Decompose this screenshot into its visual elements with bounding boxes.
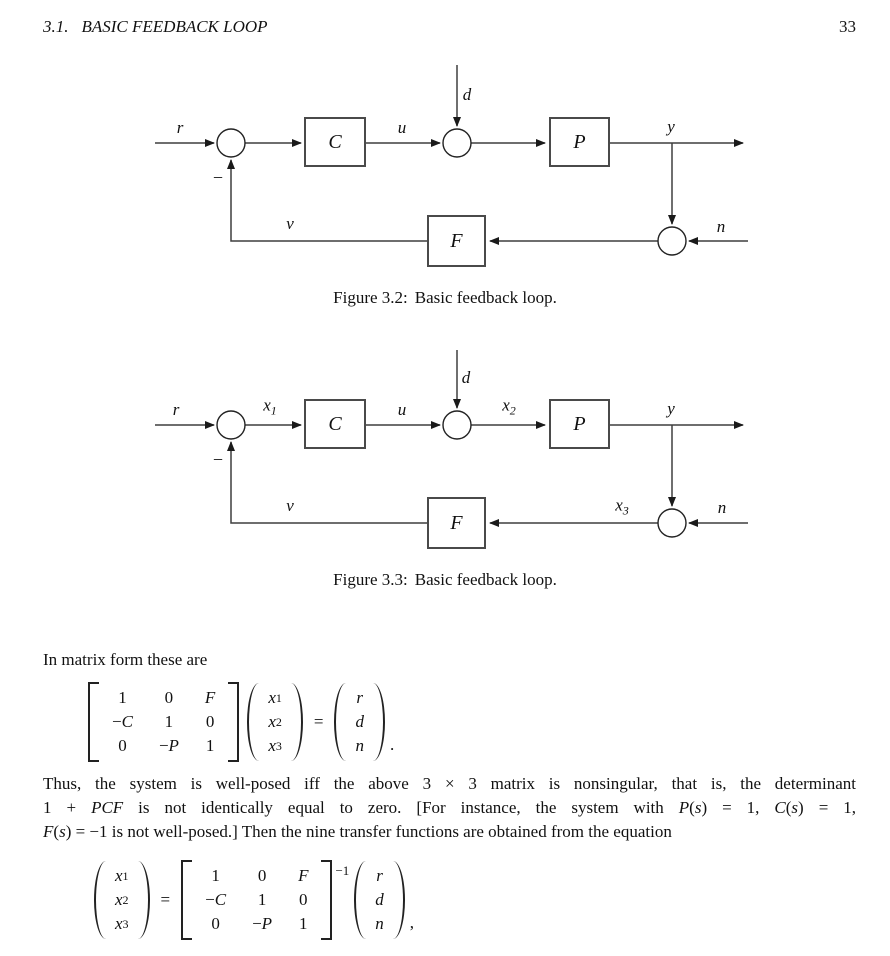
plant-block bbox=[549, 117, 610, 167]
left-paren bbox=[94, 861, 109, 939]
text-segment: s bbox=[59, 822, 66, 841]
signal-label-u: u bbox=[397, 400, 407, 419]
matrix-cell: 1 bbox=[164, 712, 174, 731]
section-number: 3.1. bbox=[43, 17, 69, 36]
summing-junction-3 bbox=[658, 227, 686, 255]
matrix-cell: F bbox=[298, 866, 309, 885]
matrix-equation-1 bbox=[88, 682, 394, 762]
text-segment: s bbox=[694, 798, 702, 817]
vector-cell: d bbox=[355, 712, 364, 731]
right-paren bbox=[370, 683, 385, 761]
text-segment: ) = 1, bbox=[701, 798, 775, 817]
state-vector bbox=[109, 864, 135, 936]
signal-label-u: u bbox=[397, 118, 407, 137]
equation-terminator: . bbox=[389, 735, 395, 754]
coefficient-matrix bbox=[99, 686, 228, 758]
vector-cell: x 2 bbox=[268, 712, 282, 731]
filter-block bbox=[427, 497, 486, 549]
inverse-exponent: −1 bbox=[335, 863, 350, 878]
signal-label-y: y bbox=[667, 399, 675, 418]
signal-label-n: n bbox=[716, 217, 726, 236]
signal-label-y: y bbox=[667, 117, 675, 136]
signal-label-x2: $x_2$ bbox=[502, 395, 516, 418]
coefficient-matrix bbox=[192, 864, 321, 936]
vector-cell: n bbox=[375, 914, 384, 933]
controller-block bbox=[304, 399, 366, 449]
matrix-equation-2 bbox=[94, 860, 414, 940]
plant-block bbox=[549, 399, 610, 449]
minus-sign-label: − bbox=[212, 167, 224, 188]
figure-3-2-caption bbox=[0, 288, 890, 308]
summing-junction-1 bbox=[217, 411, 245, 439]
vector-cell: x 2 bbox=[115, 890, 129, 909]
vector-cell: r bbox=[356, 688, 364, 707]
paragraph-line bbox=[43, 796, 856, 820]
matrix-cell: 1 bbox=[205, 736, 215, 755]
matrix-cell: − P bbox=[158, 736, 179, 755]
matrix-cell: 1 bbox=[211, 866, 220, 885]
signal-label-x1: $x_1$ bbox=[263, 395, 277, 418]
figure-3-3-caption bbox=[0, 570, 890, 590]
controller-block-label: C bbox=[328, 130, 342, 153]
controller-block-label: C bbox=[328, 412, 342, 435]
left-paren bbox=[334, 683, 349, 761]
summing-junction-2 bbox=[443, 411, 471, 439]
text-segment: 1 + bbox=[43, 798, 92, 817]
vector-cell: x 1 bbox=[268, 688, 282, 707]
caption-text: Basic feedback loop. bbox=[414, 570, 557, 589]
section-title: BASIC FEEDBACK LOOP bbox=[81, 17, 268, 36]
matrix-cell: 0 bbox=[211, 914, 220, 933]
matrix-cell: − C bbox=[112, 712, 133, 731]
feedback-line-v bbox=[231, 160, 427, 241]
matrix-cell: 0 bbox=[257, 866, 267, 885]
text-segment: PCF bbox=[91, 798, 124, 817]
text-segment: C bbox=[774, 798, 786, 817]
feedback-line-v bbox=[231, 442, 427, 523]
text-segment: s bbox=[791, 798, 799, 817]
equals-sign: = bbox=[160, 890, 171, 909]
vector-cell: x 3 bbox=[115, 914, 129, 933]
text-segment: ( bbox=[785, 798, 792, 817]
text-segment: ) = −1 is not well-posed.] Then the nine transfer functions are obtained from the equation bbox=[65, 822, 672, 841]
minus-sign-label: − bbox=[212, 449, 224, 470]
signal-label-d: d bbox=[462, 85, 472, 104]
vector-cell: r bbox=[376, 866, 383, 885]
signal-label-v: v bbox=[286, 496, 294, 515]
filter-block-label: F bbox=[450, 511, 463, 534]
equation-terminator: , bbox=[409, 913, 415, 932]
right-paren bbox=[135, 861, 150, 939]
caption-label: Figure 3.2: bbox=[333, 288, 408, 307]
vector-cell: x 3 bbox=[268, 736, 282, 755]
left-bracket bbox=[88, 682, 99, 762]
text-segment: P bbox=[678, 798, 690, 817]
signal-label-d: d bbox=[461, 368, 471, 387]
text-segment: ( bbox=[689, 798, 695, 817]
matrix-cell: 1 bbox=[257, 890, 267, 909]
matrix-cell: 0 bbox=[164, 688, 174, 707]
state-vector bbox=[262, 686, 288, 758]
matrix-cell: − C bbox=[205, 890, 227, 909]
vector-cell: n bbox=[355, 736, 364, 755]
body-paragraph bbox=[43, 772, 856, 844]
matrix-cell: 0 bbox=[118, 736, 127, 755]
summing-junction-2 bbox=[443, 129, 471, 157]
input-vector bbox=[349, 686, 370, 758]
page-number: 33 bbox=[839, 17, 856, 36]
right-paren bbox=[288, 683, 303, 761]
left-paren bbox=[354, 861, 369, 939]
text-segment: ( bbox=[53, 822, 60, 841]
right-paren bbox=[390, 861, 405, 939]
text-segment: ) = 1, bbox=[798, 798, 857, 817]
intro-sentence: In matrix form these are bbox=[43, 650, 208, 669]
text-segment: F bbox=[43, 822, 54, 841]
matrix-cell: F bbox=[204, 688, 216, 707]
input-vector bbox=[369, 864, 390, 936]
text-segment: is not identically equal to zero. [For instance, the system with bbox=[123, 798, 679, 817]
paragraph-line bbox=[43, 820, 856, 844]
paragraph-line bbox=[43, 772, 856, 796]
left-paren bbox=[247, 683, 262, 761]
controller-block bbox=[304, 117, 366, 167]
plant-block-label: P bbox=[573, 412, 586, 435]
plant-block-label: P bbox=[573, 130, 586, 153]
right-bracket bbox=[228, 682, 239, 762]
signal-label-x3: $x_3$ bbox=[615, 495, 629, 518]
summing-junction-3 bbox=[658, 509, 686, 537]
caption-text: Basic feedback loop. bbox=[414, 288, 557, 307]
text-segment: Thus, the system is well-posed iff the above 3 × 3 matrix is nonsingular, that is, the determinant bbox=[43, 774, 856, 793]
matrix-cell: 0 bbox=[299, 890, 308, 909]
signal-label-v: v bbox=[286, 214, 294, 233]
signal-label-r: r bbox=[176, 118, 184, 137]
right-bracket bbox=[321, 860, 332, 940]
filter-block bbox=[427, 215, 486, 267]
caption-label: Figure 3.3: bbox=[333, 570, 408, 589]
equals-sign: = bbox=[313, 712, 324, 731]
vector-cell: d bbox=[375, 890, 384, 909]
signal-label-n: n bbox=[717, 498, 727, 517]
matrix-cell: 1 bbox=[299, 914, 308, 933]
matrix-cell: 0 bbox=[205, 712, 215, 731]
vector-cell: x 1 bbox=[115, 866, 129, 885]
matrix-cell: 1 bbox=[118, 688, 127, 707]
matrix-cell: − P bbox=[252, 914, 273, 933]
left-bracket bbox=[181, 860, 192, 940]
summing-junction-1 bbox=[217, 129, 245, 157]
signal-label-r: r bbox=[172, 400, 180, 419]
filter-block-label: F bbox=[450, 229, 463, 252]
